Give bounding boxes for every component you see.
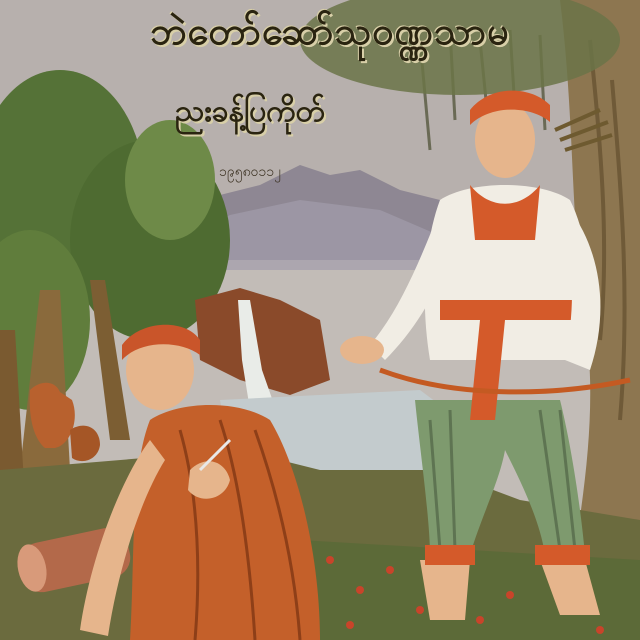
book-author: ညးခန့်ပြကိုတ် — [175, 93, 325, 129]
prince-outstretched-hand — [340, 336, 384, 364]
book-title: ဘဲတော်ဆော်သုဝဏ္ဏသာမ — [150, 9, 510, 53]
publication-date: ၁၉၅၈၀၁၁၂ — [218, 163, 282, 180]
